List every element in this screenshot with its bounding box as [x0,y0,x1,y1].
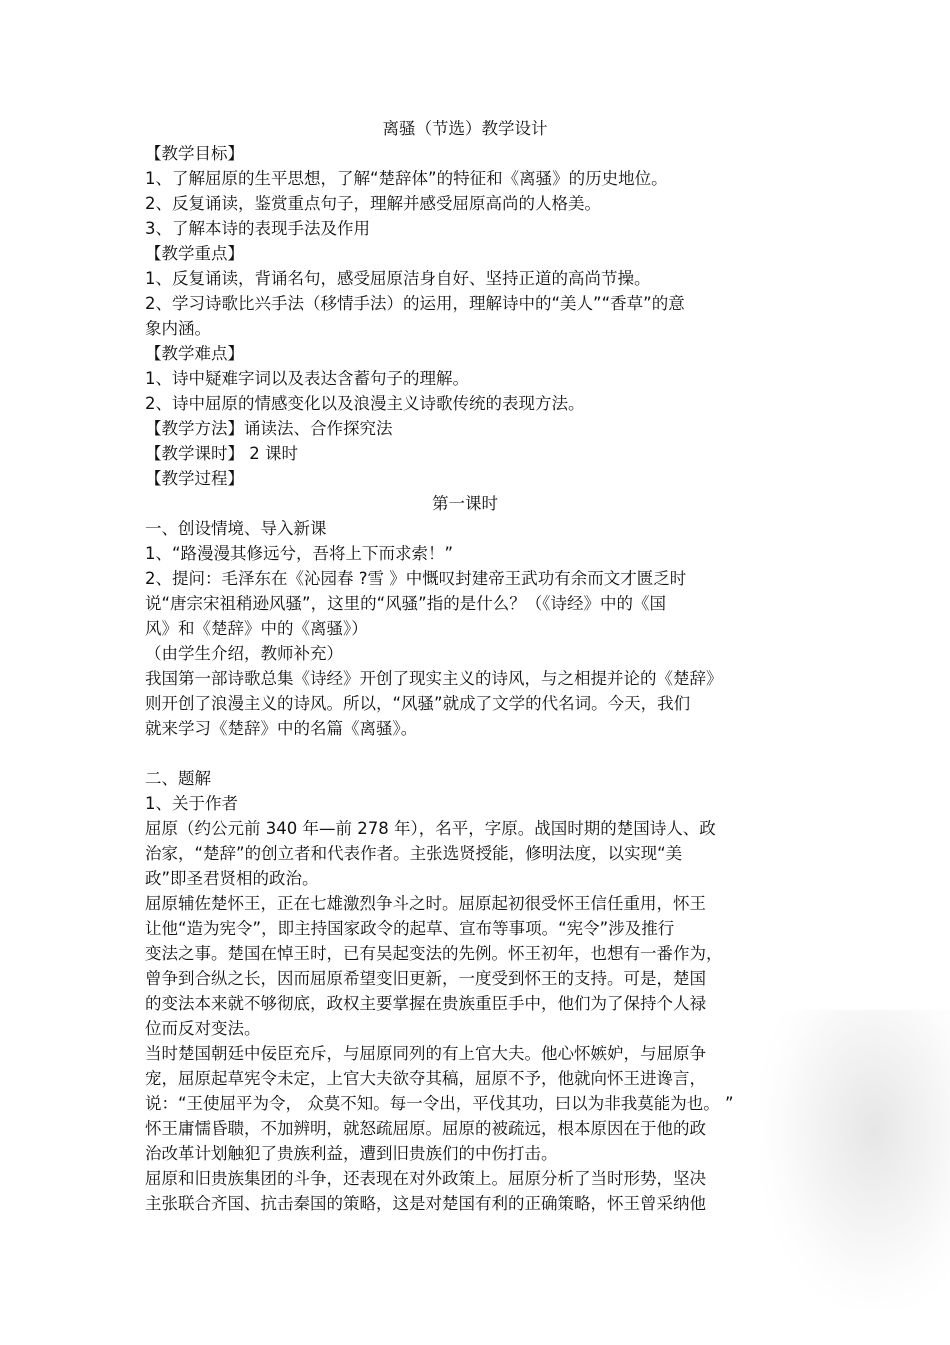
text-line: 就来学习《楚辞》中的名篇《离骚》。 [145,719,418,738]
text-line: 则开创了浪漫主义的诗风。所以，“风骚”就成了文学的代名词。今天，我们 [145,694,691,713]
text-line: 2、诗中屈原的情感变化以及浪漫主义诗歌传统的表现方法。 [145,394,585,413]
text-line: 我国第一部诗歌总集《诗经》开创了现实主义的诗风，与之相提并论的《楚辞》 [145,669,723,688]
text-line: 位而反对变法。 [145,1019,261,1038]
text-line: 2、反复诵读，鉴赏重点句子，理解并感受屈原高尚的人格美。 [145,194,601,213]
text-line: 当时楚国朝廷中佞臣充斥，与屈原同列的有上官大夫。他心怀嫉妒，与屈原争 [145,1044,706,1063]
text-line: 象内涵。 [145,319,211,338]
text-line: 屈原和旧贵族集团的斗争，还表现在对外政策上。屈原分析了当时形势，坚决 [145,1169,706,1188]
text-line: 说：“王使屈平为令， 众莫不知。每一令出，平伐其功，曰以为非我莫能为也。 ” [145,1094,734,1113]
text-line: 【教学过程】 [145,469,244,488]
text-line: 治改革计划触犯了贵族利益，遭到旧贵族们的中伤打击。 [145,1144,558,1163]
section-title-explanation [145,766,785,1216]
text-line: 政”即圣君贤相的政治。 [145,869,319,888]
text-line: 风》和《楚辞》中的《离骚》） [145,619,368,638]
text-line: 屈原辅佐楚怀王，正在七雄激烈争斗之时。屈原起初很受怀王信任重用，怀王 [145,894,706,913]
text-line: 3、了解本诗的表现手法及作用 [145,219,370,238]
text-line: 1、诗中疑难字词以及表达含蓄句子的理解。 [145,369,469,388]
document-title: 离骚（节选）教学设计 [382,119,548,138]
text-line: 变法之事。楚国在悼王时，已有吴起变法的先例。怀王初年，也想有一番作为， [145,944,723,963]
text-line: 【教学课时】 2 课时 [145,444,298,463]
text-line: 怀王庸懦昏聩，不加辨明，就怒疏屈原。屈原的被疏远，根本原因在于他的政 [145,1119,706,1138]
text-line: 屈原（约公元前 340 年—前 278 年），名平，字原。战国时期的楚国诗人、政 [145,819,716,838]
text-line: 2、学习诗歌比兴手法（移情手法）的运用，理解诗中的“美人”“香草”的意 [145,294,685,313]
text-line: 1、“路漫漫其修远兮，吾将上下而求索！” [145,544,454,563]
text-line: 治家，“楚辞”的创立者和代表作者。主张选贤授能，修明法度，以实现“美 [145,844,683,863]
text-line: 曾争到合纵之长，因而屈原希望变旧更新，一度受到怀王的支持。可是，楚国 [145,969,706,988]
text-line: 【教学目标】 [145,144,244,163]
text-line: 2、提问：毛泽东在《沁园春 ?雪 》中慨叹封建帝王武功有余而文才匮乏时 [145,569,687,588]
text-line: 宠，屈原起草宪令未定，上官大夫欲夺其稿，屈原不予，他就向怀王进谗言， [145,1069,706,1088]
paragraph-gap [145,741,785,766]
background-watermark [760,1010,950,1310]
text-line: 1、反复诵读，背诵名句，感受屈原洁身自好、坚持正道的高尚节操。 [145,269,651,288]
objectives-block [145,141,785,491]
text-line: 【教学方法】诵读法、合作探究法 [145,419,393,438]
text-line: 的变法本来就不够彻底，政权主要掌握在贵族重臣手中，他们为了保持个人禄 [145,994,706,1013]
text-line: 【教学重点】 [145,244,244,263]
text-line: 1、了解屈原的生平思想，了解“楚辞体”的特征和《离骚》的历史地位。 [145,169,668,188]
text-line: 说“唐宗宋祖稍逊风骚”，这里的“风骚”指的是什么？（《诗经》中的《国 [145,594,666,613]
section-intro [145,516,785,741]
text-line: 【教学难点】 [145,344,244,363]
lesson-heading: 第一课时 [432,494,498,513]
text-line: 1、关于作者 [145,794,238,813]
text-line: 一、创设情境、导入新课 [145,519,327,538]
text-line: （由学生介绍，教师补充） [145,644,343,663]
text-line: 让他“造为宪令”，即主持国家政令的起草、宣布等事项。“宪令”涉及推行 [145,919,675,938]
text-line: 二、题解 [145,769,211,788]
document-page [145,116,785,1216]
text-line: 主张联合齐国、抗击秦国的策略，这是对楚国有利的正确策略，怀王曾采纳他 [145,1194,706,1213]
